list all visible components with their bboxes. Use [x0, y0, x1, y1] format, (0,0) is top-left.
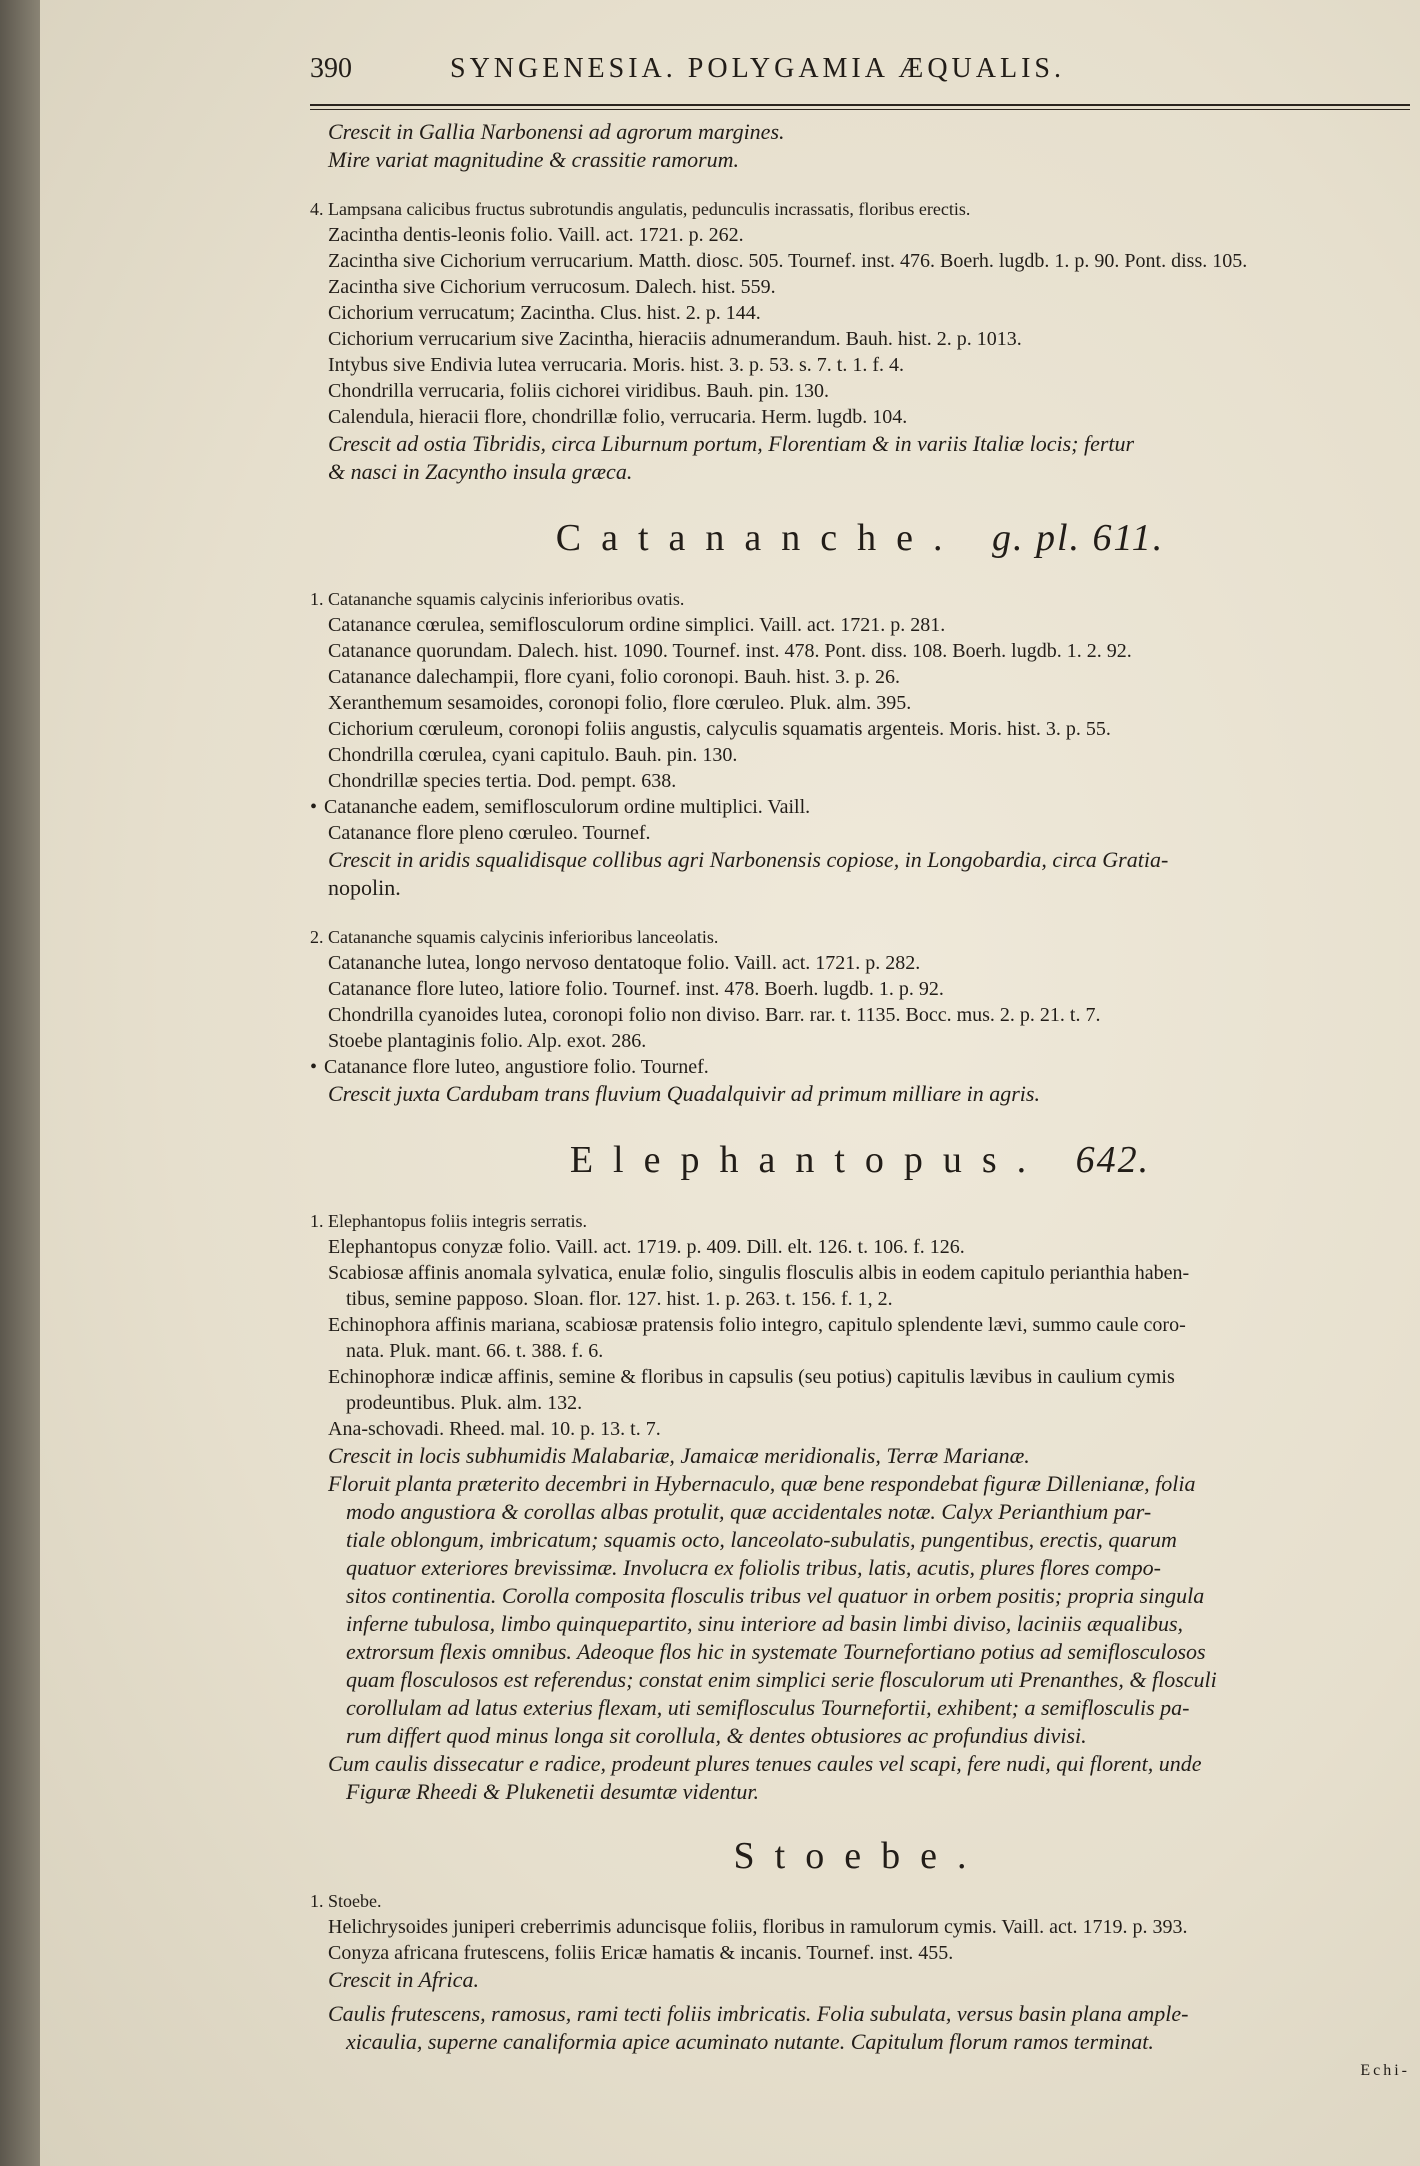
note-line: Mire variat magnitudine & crassitie ramorum.: [328, 147, 740, 172]
genus-heading-stoebe: [310, 1834, 1410, 1878]
species-diagnosis: 1. Stoebe.: [310, 1891, 382, 1911]
habitat-line: Crescit ad ostia Tibridis, circa Liburnum portum, Florentiam & in variis Italiæ locis; fertur: [328, 431, 1135, 456]
species-diagnosis: 1. Elephantopus foliis integris serratis.: [310, 1211, 587, 1231]
genus-heading-catananche: [310, 516, 1410, 560]
genus-title: Stoebe.: [733, 1835, 987, 1877]
synonym-line: Chondrillæ species tertia. Dod. pempt. 638.: [328, 770, 677, 792]
description-line: Figuræ Rheedi & Plukenetii desumtæ videntur.: [346, 1779, 760, 1804]
synonym-line: Calendula, hieracii flore, chondrillæ folio, verrucaria. Herm. lugdb. 104.: [328, 406, 908, 428]
variety-bullet-icon: •: [310, 1056, 318, 1078]
habitat-line: Crescit in locis subhumidis Malabariæ, Jamaicæ meridionalis, Terræ Marianæ.: [328, 1443, 1030, 1468]
synonym-line: Intybus sive Endivia lutea verrucaria. Moris. hist. 3. p. 53. s. 7. t. 1. f. 4.: [328, 354, 905, 376]
head-rule: [310, 109, 1410, 110]
synonym-line: Chondrilla verrucaria, foliis cichorei viridibus. Bauh. pin. 130.: [328, 380, 829, 402]
description-line: rum differt quod minus longa sit corollula, & dentes obtusiores ac profundius divisi.: [346, 1723, 1087, 1748]
synonym-line: Catananche lutea, longo nervoso dentatoque folio. Vaill. act. 1721. p. 282.: [328, 952, 921, 974]
synonym-line: Ana-schovadi. Rheed. mal. 10. p. 13. t. 7.: [328, 1418, 661, 1440]
synonym-line: Conyza africana frutescens, foliis Ericæ hamatis & incanis. Tournef. inst. 455.: [328, 1942, 954, 1964]
description-line: quatuor exteriores brevissimæ. Involucra ex foliolis tribus, latis, acutis, plures flores compo-: [346, 1555, 1161, 1580]
genus-title: Catananche.: [555, 517, 963, 559]
book-page: [40, 0, 1420, 2166]
species-stoebe-1: [310, 1888, 1410, 2084]
synonym-line: Cichorium verrucatum; Zacintha. Clus. hist. 2. p. 144.: [328, 302, 761, 324]
species-catananche-1: [310, 586, 1410, 902]
description-line: extrorsum flexis omnibus. Adeoque flos hic in systemate Tournefortiano potius ad semiflosculosos: [346, 1639, 1206, 1664]
synonym-line: Catanance flore luteo, latiore folio. Tournef. inst. 478. Boerh. lugdb. 1. p. 92.: [328, 978, 944, 1000]
description-line: corollulam ad latus exterius flexam, uti semiflosculus Tournefortii, exhibent; a semiflosculis pa-: [346, 1695, 1190, 1720]
species-lampsana-4: [310, 196, 1410, 486]
habitat-line: Crescit in aridis squalidisque collibus agri Narbonensis copiose, in Longobardia, circa Gratia-: [328, 847, 1169, 872]
description-line: Floruit planta præterito decembri in Hybernaculo, quæ bene respondebat figuræ Dillenianæ, folia: [328, 1471, 1196, 1496]
habitat-line: Crescit in Gallia Narbonensi ad agrorum margines.: [328, 119, 785, 144]
synonym-line: Zacintha sive Cichorium verrucosum. Dalech. hist. 559.: [328, 276, 776, 298]
synonym-line: Xeranthemum sesamoides, coronopi folio, flore cœruleo. Pluk. alm. 395.: [328, 692, 912, 714]
synonym-line: Echinophora affinis mariana, scabiosæ pratensis folio integro, capitulo splendente lævi, summo caule coro-: [328, 1314, 1186, 1336]
synonym-line: Scabiosæ affinis anomala sylvatica, enulæ folio, singulis flosculis albis in eodem capitulo perianthia haben-: [328, 1262, 1190, 1284]
variety-text: Catananche eadem, semiflosculorum ordine multiplici. Vaill.: [324, 796, 811, 818]
genus-reference: g. pl. 611.: [991, 517, 1165, 559]
description-line: tiale oblongum, imbricatum; squamis octo, lanceolato-subulatis, pungentibus, erectis, quarum: [346, 1527, 1177, 1552]
species-diagnosis: 1. Catananche squamis calycinis inferioribus ovatis.: [310, 589, 685, 609]
running-head: [310, 53, 1410, 106]
variety-line: [310, 794, 1410, 820]
synonym-line: nata. Pluk. mant. 66. t. 388. f. 6.: [346, 1340, 604, 1362]
synonym-line: Catanance cœrulea, semiflosculorum ordine simplici. Vaill. act. 1721. p. 281.: [328, 614, 946, 636]
description-line: inferne tubulosa, limbo quinquepartito, sinu interiore ad basin limbi diviso, laciniis æqualibus,: [346, 1611, 1184, 1636]
synonym-line: Zacintha sive Cichorium verrucarium. Matth. diosc. 505. Tournef. inst. 476. Boerh. lugdb. 1. p. 90. Pont. diss. 105.: [328, 250, 1248, 272]
synonym-line: prodeuntibus. Pluk. alm. 132.: [346, 1392, 583, 1414]
species-elephantopus-1: [310, 1208, 1410, 1806]
description-line: Cum caulis dissecatur e radice, prodeunt plures tenues caules vel scapi, fere nudi, qui florent, unde: [328, 1751, 1202, 1776]
habitat-line: & nasci in Zacyntho insula græca.: [328, 459, 633, 484]
genus-title: Elephantopus.: [569, 1139, 1047, 1181]
synonym-line: Stoebe plantaginis folio. Alp. exot. 286.: [328, 1030, 647, 1052]
genus-heading-elephantopus: [310, 1138, 1410, 1182]
description-line: modo angustiora & corollas albas protulit, quæ accidentales notæ. Calyx Perianthium par-: [346, 1499, 1152, 1524]
variety-text: Catanance flore luteo, angustiore folio. Tournef.: [324, 1056, 709, 1078]
genus-reference: 642.: [1075, 1139, 1151, 1181]
synonym-line: Catanance quorundam. Dalech. hist. 1090. Tournef. inst. 478. Pont. diss. 108. Boerh. lugdb. 1. 2. 92.: [328, 640, 1132, 662]
habitat-line: nopolin.: [328, 875, 401, 900]
page-number: 390: [310, 53, 352, 84]
species-catananche-2: [310, 924, 1410, 1108]
variety-line: [310, 1054, 1410, 1080]
synonym-line: Echinophoræ indicæ affinis, semine & floribus in capsulis (seu potius) capitulis lævibus in caulium cymis: [328, 1366, 1175, 1388]
catchword: Echi-: [1360, 2062, 1410, 2079]
synonym-line: Helichrysoides juniperi creberrimis aduncisque foliis, floribus in ramulorum cymis. Vaill. act. 1719. p. 393.: [328, 1916, 1188, 1938]
page-content: [310, 53, 1410, 2084]
habitat-line: Crescit in Africa.: [328, 1967, 479, 1992]
synonym-line: Elephantopus conyzæ folio. Vaill. act. 1719. p. 409. Dill. elt. 126. t. 106. f. 126.: [328, 1236, 965, 1258]
species-diagnosis: 4. Lampsana calicibus fructus subrotundis angulatis, pedunculis incrassatis, floribus erectis.: [310, 199, 971, 219]
description-line: xicaulia, superne canaliformia apice acuminato nutante. Capitulum florum ramos terminat.: [346, 2029, 1154, 2054]
description-line: quam flosculosos est referendus; constat enim simplici serie flosculorum uti Prenanthes, & flosculi: [346, 1667, 1217, 1692]
description-line: sitos continentia. Corolla composita flosculis tribus vel quatuor in orbem positis; propria singula: [346, 1583, 1205, 1608]
synonym-line: Zacintha dentis-leonis folio. Vaill. act. 1721. p. 262.: [328, 224, 744, 246]
habitat-line: Crescit juxta Cardubam trans fluvium Quadalquivir ad primum milliare in agris.: [328, 1081, 1040, 1106]
synonym-line: Chondrilla cœrulea, cyani capitulo. Bauh. pin. 130.: [328, 744, 738, 766]
species-diagnosis: 2. Catananche squamis calycinis inferioribus lanceolatis.: [310, 927, 719, 947]
running-title: SYNGENESIA. POLYGAMIA ÆQUALIS.: [450, 53, 1065, 84]
synonym-line: Cichorium cœruleum, coronopi foliis angustis, calyculis squamatis argenteis. Moris. hist. 3. p. 55.: [328, 718, 1111, 740]
synonym-line: tibus, semine papposo. Sloan. flor. 127. hist. 1. p. 263. t. 156. f. 1, 2.: [346, 1288, 893, 1310]
synonym-line: Catanance dalechampii, flore cyani, folio coronopi. Bauh. hist. 3. p. 26.: [328, 666, 901, 688]
book-spine-shadow: [0, 0, 40, 2166]
variety-bullet-icon: •: [310, 796, 318, 818]
synonym-line: Cichorium verrucarium sive Zacintha, hieraciis adnumerandum. Bauh. hist. 2. p. 1013.: [328, 328, 1022, 350]
description-line: Caulis frutescens, ramosus, rami tecti foliis imbricatis. Folia subulata, versus basin plana ample-: [328, 2001, 1189, 2026]
synonym-line: Chondrilla cyanoides lutea, coronopi folio non diviso. Barr. rar. t. 1135. Bocc. mus. 2. p. 21. t. 7.: [328, 1004, 1101, 1026]
synonym-line: Catanance flore pleno cœruleo. Tournef.: [328, 822, 651, 844]
